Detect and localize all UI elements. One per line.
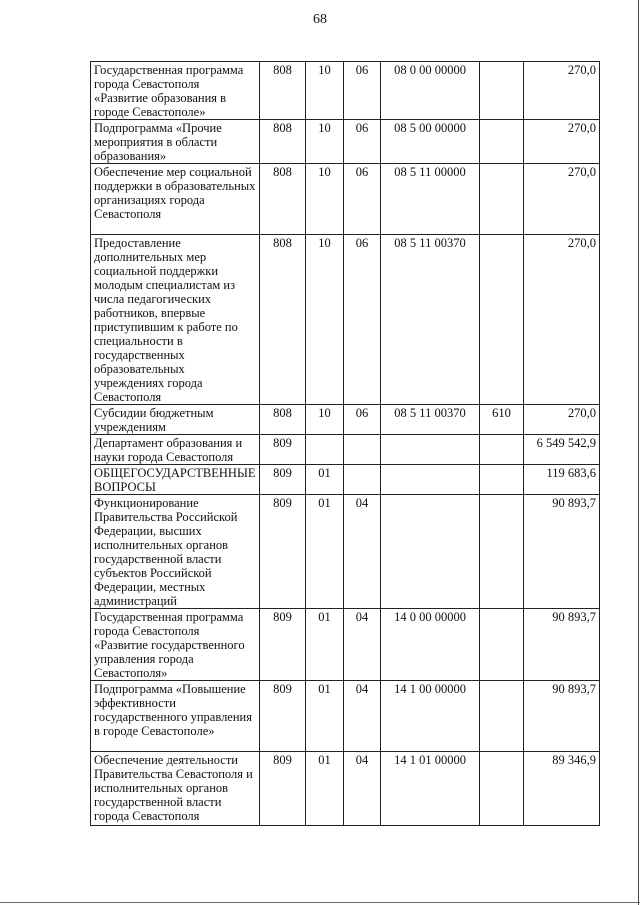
target-article-cell: 14 1 01 00000 [381, 752, 480, 826]
target-article-cell: 08 5 11 00000 [381, 164, 480, 235]
expense-type-cell [480, 495, 524, 609]
dept-code-cell: 809 [260, 435, 306, 465]
row-name-cell: Функционирование Правительства Российской Федерации, высших исполнительных органов государственной власти субъектов Российской Федерации, местных администраций [91, 495, 260, 609]
target-article-cell: 08 5 00 00000 [381, 120, 480, 164]
target-article-cell [381, 435, 480, 465]
row-name-cell: ОБЩЕГОСУДАРСТВЕННЫЕ ВОПРОСЫ [91, 465, 260, 495]
table-row [91, 235, 600, 405]
amount-cell: 89 346,9 [524, 752, 600, 826]
amount-cell: 270,0 [524, 62, 600, 120]
subsection-code-cell: 06 [344, 62, 381, 120]
table-row [91, 609, 600, 681]
table-row [91, 495, 600, 609]
target-article-cell [381, 465, 480, 495]
row-name-cell: Департамент образования и науки города Севастополя [91, 435, 260, 465]
table-row [91, 435, 600, 465]
section-code-cell: 01 [306, 609, 344, 681]
expense-type-cell: 610 [480, 405, 524, 435]
scan-border-bottom [0, 902, 640, 903]
expense-type-cell [480, 609, 524, 681]
target-article-cell: 08 0 00 00000 [381, 62, 480, 120]
expense-type-cell [480, 465, 524, 495]
page-number: 68 [313, 12, 327, 27]
section-code-cell [306, 435, 344, 465]
dept-code-cell: 809 [260, 609, 306, 681]
row-name-cell: Обеспечение деятельности Правительства Севастополя и исполнительных органов государственной власти города Севастополя [91, 752, 260, 826]
amount-cell: 90 893,7 [524, 609, 600, 681]
amount-cell: 270,0 [524, 405, 600, 435]
dept-code-cell: 809 [260, 465, 306, 495]
row-name-cell: Государственная программа города Севастополя «Развитие образования в городе Севастополе» [91, 62, 260, 120]
row-name-cell: Подпрограмма «Повышение эффективности государственного управления в городе Севастополе» [91, 681, 260, 752]
row-name-cell: Подпрограмма «Прочие мероприятия в области образования» [91, 120, 260, 164]
amount-cell: 270,0 [524, 120, 600, 164]
expense-type-cell [480, 62, 524, 120]
section-code-cell: 01 [306, 681, 344, 752]
subsection-code-cell: 04 [344, 681, 381, 752]
subsection-code-cell: 06 [344, 405, 381, 435]
row-name-cell: Обеспечение мер социальной поддержки в образовательных организациях города Севастополя [91, 164, 260, 235]
expense-type-cell [480, 681, 524, 752]
expense-type-cell [480, 164, 524, 235]
table-row [91, 752, 600, 826]
subsection-code-cell: 06 [344, 235, 381, 405]
section-code-cell: 10 [306, 62, 344, 120]
target-article-cell: 14 1 00 00000 [381, 681, 480, 752]
amount-cell: 270,0 [524, 235, 600, 405]
subsection-code-cell: 04 [344, 495, 381, 609]
budget-table [90, 61, 600, 826]
amount-cell: 90 893,7 [524, 495, 600, 609]
subsection-code-cell: 06 [344, 120, 381, 164]
subsection-code-cell: 06 [344, 164, 381, 235]
table-row [91, 405, 600, 435]
subsection-code-cell: 04 [344, 752, 381, 826]
target-article-cell [381, 495, 480, 609]
subsection-code-cell [344, 465, 381, 495]
section-code-cell: 10 [306, 120, 344, 164]
table-row [91, 120, 600, 164]
amount-cell: 6 549 542,9 [524, 435, 600, 465]
amount-cell: 270,0 [524, 164, 600, 235]
row-name-cell: Субсидии бюджетным учреждениям [91, 405, 260, 435]
table-row [91, 465, 600, 495]
expense-type-cell [480, 435, 524, 465]
dept-code-cell: 808 [260, 164, 306, 235]
budget-table-body [91, 62, 600, 826]
target-article-cell: 08 5 11 00370 [381, 235, 480, 405]
row-name-cell: Предоставление дополнительных мер социальной поддержки молодым специалистам из числа педагогических работников, впервые приступившим к работе по специальности в государственных образовательных учреждениях города Севастополя [91, 235, 260, 405]
dept-code-cell: 808 [260, 235, 306, 405]
dept-code-cell: 808 [260, 405, 306, 435]
subsection-code-cell: 04 [344, 609, 381, 681]
table-row [91, 681, 600, 752]
dept-code-cell: 809 [260, 495, 306, 609]
section-code-cell: 01 [306, 752, 344, 826]
table-row [91, 164, 600, 235]
expense-type-cell [480, 235, 524, 405]
amount-cell: 90 893,7 [524, 681, 600, 752]
amount-cell: 119 683,6 [524, 465, 600, 495]
expense-type-cell [480, 752, 524, 826]
section-code-cell: 10 [306, 164, 344, 235]
target-article-cell: 08 5 11 00370 [381, 405, 480, 435]
row-name-cell: Государственная программа города Севастополя «Развитие государственного управления города Севастополя» [91, 609, 260, 681]
table-row [91, 62, 600, 120]
dept-code-cell: 809 [260, 752, 306, 826]
section-code-cell: 01 [306, 495, 344, 609]
scan-border-right [638, 0, 639, 905]
section-code-cell: 10 [306, 235, 344, 405]
dept-code-cell: 808 [260, 120, 306, 164]
dept-code-cell: 808 [260, 62, 306, 120]
section-code-cell: 01 [306, 465, 344, 495]
target-article-cell: 14 0 00 00000 [381, 609, 480, 681]
subsection-code-cell [344, 435, 381, 465]
section-code-cell: 10 [306, 405, 344, 435]
dept-code-cell: 809 [260, 681, 306, 752]
expense-type-cell [480, 120, 524, 164]
